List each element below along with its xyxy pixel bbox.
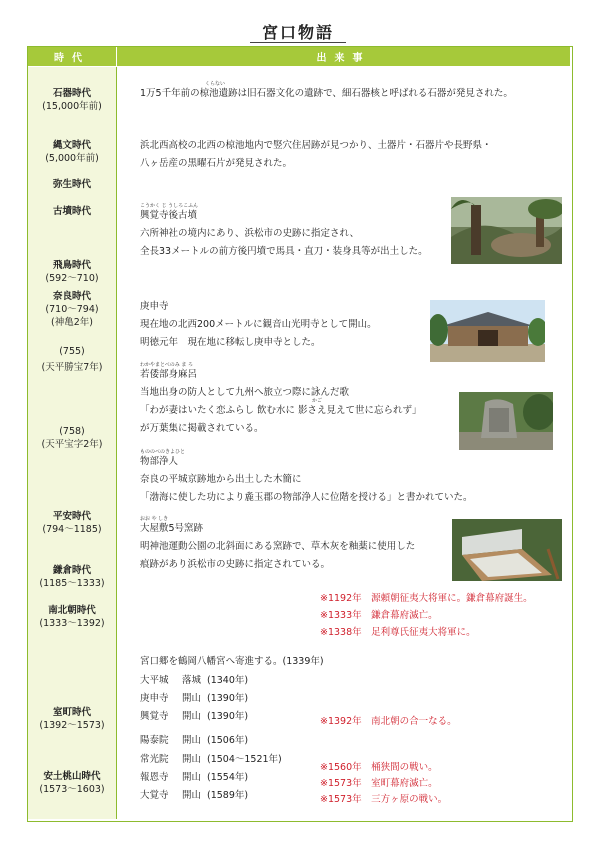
note-1560: ※1560年 桶狭間の戦い。 [320, 762, 438, 773]
monument-photo [459, 392, 553, 450]
era-years: (1185〜1333) [39, 578, 105, 589]
era-years: (710〜794) [45, 304, 99, 315]
era-yayoi [28, 178, 116, 191]
temple-action: 開山 [182, 772, 202, 783]
header-era: 時代 [28, 47, 116, 66]
temple-action: 開山 [182, 693, 202, 704]
era-kofun [28, 205, 116, 218]
title-underline [250, 42, 346, 43]
temple-year: (1589年) [207, 790, 249, 801]
ruby-oyashiki: おお や しき [140, 516, 169, 522]
event-mononobe-name: 物部浄人 [140, 456, 179, 467]
era-name: 室町時代 [52, 707, 91, 718]
temple-name: 報恩寺 [140, 772, 169, 783]
era-years: (天平宝字2年) [41, 439, 103, 450]
event-jomon-line1: 浜北西高校の北西の椋池地内で竪穴住居跡が見つかり、土器片・石器片や長野県・ [140, 140, 492, 151]
era-heian [28, 510, 116, 536]
temple-action: 開山 [182, 754, 202, 765]
event-oyashiki-line2: 痕跡があり浜松市の史跡に指定されている。 [140, 559, 331, 570]
era-kamakura [28, 564, 116, 590]
era-name: 奈良時代 [52, 291, 91, 302]
header-events: 出来事 [117, 47, 570, 66]
ruby-wakayamato: わかやまとべのみ ま ろ [140, 362, 193, 368]
note-1338: ※1338年 足利尊氏征夷大将軍に。 [320, 627, 476, 638]
era-years: (1333〜1392) [39, 618, 105, 629]
era-years: (758) [59, 426, 85, 437]
era-muromachi [28, 706, 116, 732]
event-koshinji-name: 庚申寺 [140, 301, 169, 312]
era-name: 飛鳥時代 [52, 260, 91, 271]
event-mononobe-line1: 奈良の平城京跡地から出土した木簡に [140, 474, 302, 485]
temple-name: 大平城 [140, 675, 169, 686]
era-name: 南北朝時代 [48, 605, 96, 616]
temple-action: 落城 [182, 675, 202, 686]
event-kofun-line2: 全長33メートルの前方後円墳で馬具・直刀・装身具等が出土した。 [140, 246, 428, 257]
note-1192: ※1192年 源頼朝征夷大将軍に。鎌倉幕府誕生。 [320, 593, 533, 604]
event-muromachi-intro: 宮口郷を鶴岡八幡宮へ寄進する。(1339年) [140, 656, 324, 667]
era-758 [28, 425, 116, 451]
temple-name: 大覚寺 [140, 790, 169, 801]
ruby-kofun: こうかく じ うしろこふん [140, 203, 199, 209]
era-name: 平安時代 [52, 511, 91, 522]
era-years: (794〜1185) [42, 524, 102, 535]
temple-name: 常光院 [140, 754, 169, 765]
note-1573a: ※1573年 室町幕府滅亡。 [320, 778, 438, 789]
era-name: 石器時代 [52, 88, 91, 99]
era-name: 安土桃山時代 [43, 771, 101, 782]
note-1573b: ※1573年 三方ヶ原の戦い。 [320, 794, 448, 805]
event-koshinji-line2: 明徳元年 現在地に移転し庚申寺とした。 [140, 337, 321, 348]
kofun-photo [451, 197, 562, 264]
era-nara [28, 290, 116, 329]
page-title: 宮口物語 [261, 23, 334, 42]
era-name: 縄文時代 [52, 140, 91, 151]
event-koshinji-line1: 現在地の北西200メートルに観音山光明寺として開山。 [140, 319, 377, 330]
event-kofun-name: 興覚寺後古墳 [140, 210, 198, 221]
event-oyashiki-line1: 明神池運動公園の北斜面にある窯跡で、草木灰を釉薬に使用した [140, 541, 416, 552]
era-jomon [28, 139, 116, 165]
event-wakayamato-line3: が万葉集に掲載されている。 [140, 423, 264, 434]
event-jomon-line2: 八ヶ岳産の黒曜石片が発見された。 [140, 158, 293, 169]
era-years: (755) [59, 346, 85, 357]
era-years: (1392〜1573) [39, 720, 105, 731]
era-asuka [28, 259, 116, 285]
era-name: 古墳時代 [52, 206, 91, 217]
event-wakayamato-line1: 当地出身の防人として九州へ旅立つ際に詠んだ歌 [140, 387, 350, 398]
event-mononobe-line2: 「渤海に使した功により麁玉郡の物部浄人に位階を授ける」と書かれていた。 [140, 492, 473, 503]
event-kofun-line1: 六所神社の境内にあり、浜松市の史跡に指定され、 [140, 228, 360, 239]
ruby-stone: くらない [205, 81, 226, 87]
temple-action: 開山 [182, 711, 202, 722]
event-wakayamato-name: 若倭部身麻呂 [140, 369, 198, 380]
temple-year: (1504〜1521年) [207, 754, 282, 765]
era-755 [28, 345, 116, 374]
ruby-kage: かご [312, 398, 323, 404]
temple-year: (1554年) [207, 772, 249, 783]
koshinji-photo [430, 300, 545, 362]
ruby-mononobe: もののべのきよひと [140, 449, 186, 455]
era-years: (15,000年前) [42, 101, 102, 112]
temple-action: 開山 [182, 790, 202, 801]
era-azuchi-momoyama [28, 770, 116, 796]
note-1333: ※1333年 鎌倉幕府滅亡。 [320, 610, 438, 621]
event-wakayamato-line2: 「わが妻はいたく恋ふらし 飲む水に 影さえ見えて世に忘られず」 [140, 405, 422, 416]
era-name: 弥生時代 [52, 179, 91, 190]
event-oyashiki-name: 大屋敷5号窯跡 [140, 523, 204, 534]
temple-name: 陽泰院 [140, 735, 169, 746]
era-nanbokucho [28, 604, 116, 630]
temple-action: 開山 [182, 735, 202, 746]
era-name: 鎌倉時代 [52, 565, 91, 576]
era-years: (592〜710) [45, 273, 99, 284]
temple-year: (1340年) [207, 675, 249, 686]
temple-name: 興覚寺 [140, 711, 169, 722]
temple-name: 庚申寺 [140, 693, 169, 704]
era-stone [28, 87, 116, 113]
era-years: (神亀2年) [51, 317, 93, 328]
event-stone: 1万5千年前の椋池遺跡は旧石器文化の遺跡で、細石器核と呼ばれる石器が発見された。 [140, 88, 513, 99]
temple-year: (1506年) [207, 735, 249, 746]
note-1392: ※1392年 南北朝の合一なる。 [320, 716, 457, 727]
temple-year: (1390年) [207, 693, 249, 704]
kiln-photo [452, 519, 562, 581]
era-years: (1573〜1603) [39, 784, 105, 795]
temple-year: (1390年) [207, 711, 249, 722]
era-years: (天平勝宝7年) [41, 362, 103, 373]
era-years: (5,000年前) [45, 153, 99, 164]
